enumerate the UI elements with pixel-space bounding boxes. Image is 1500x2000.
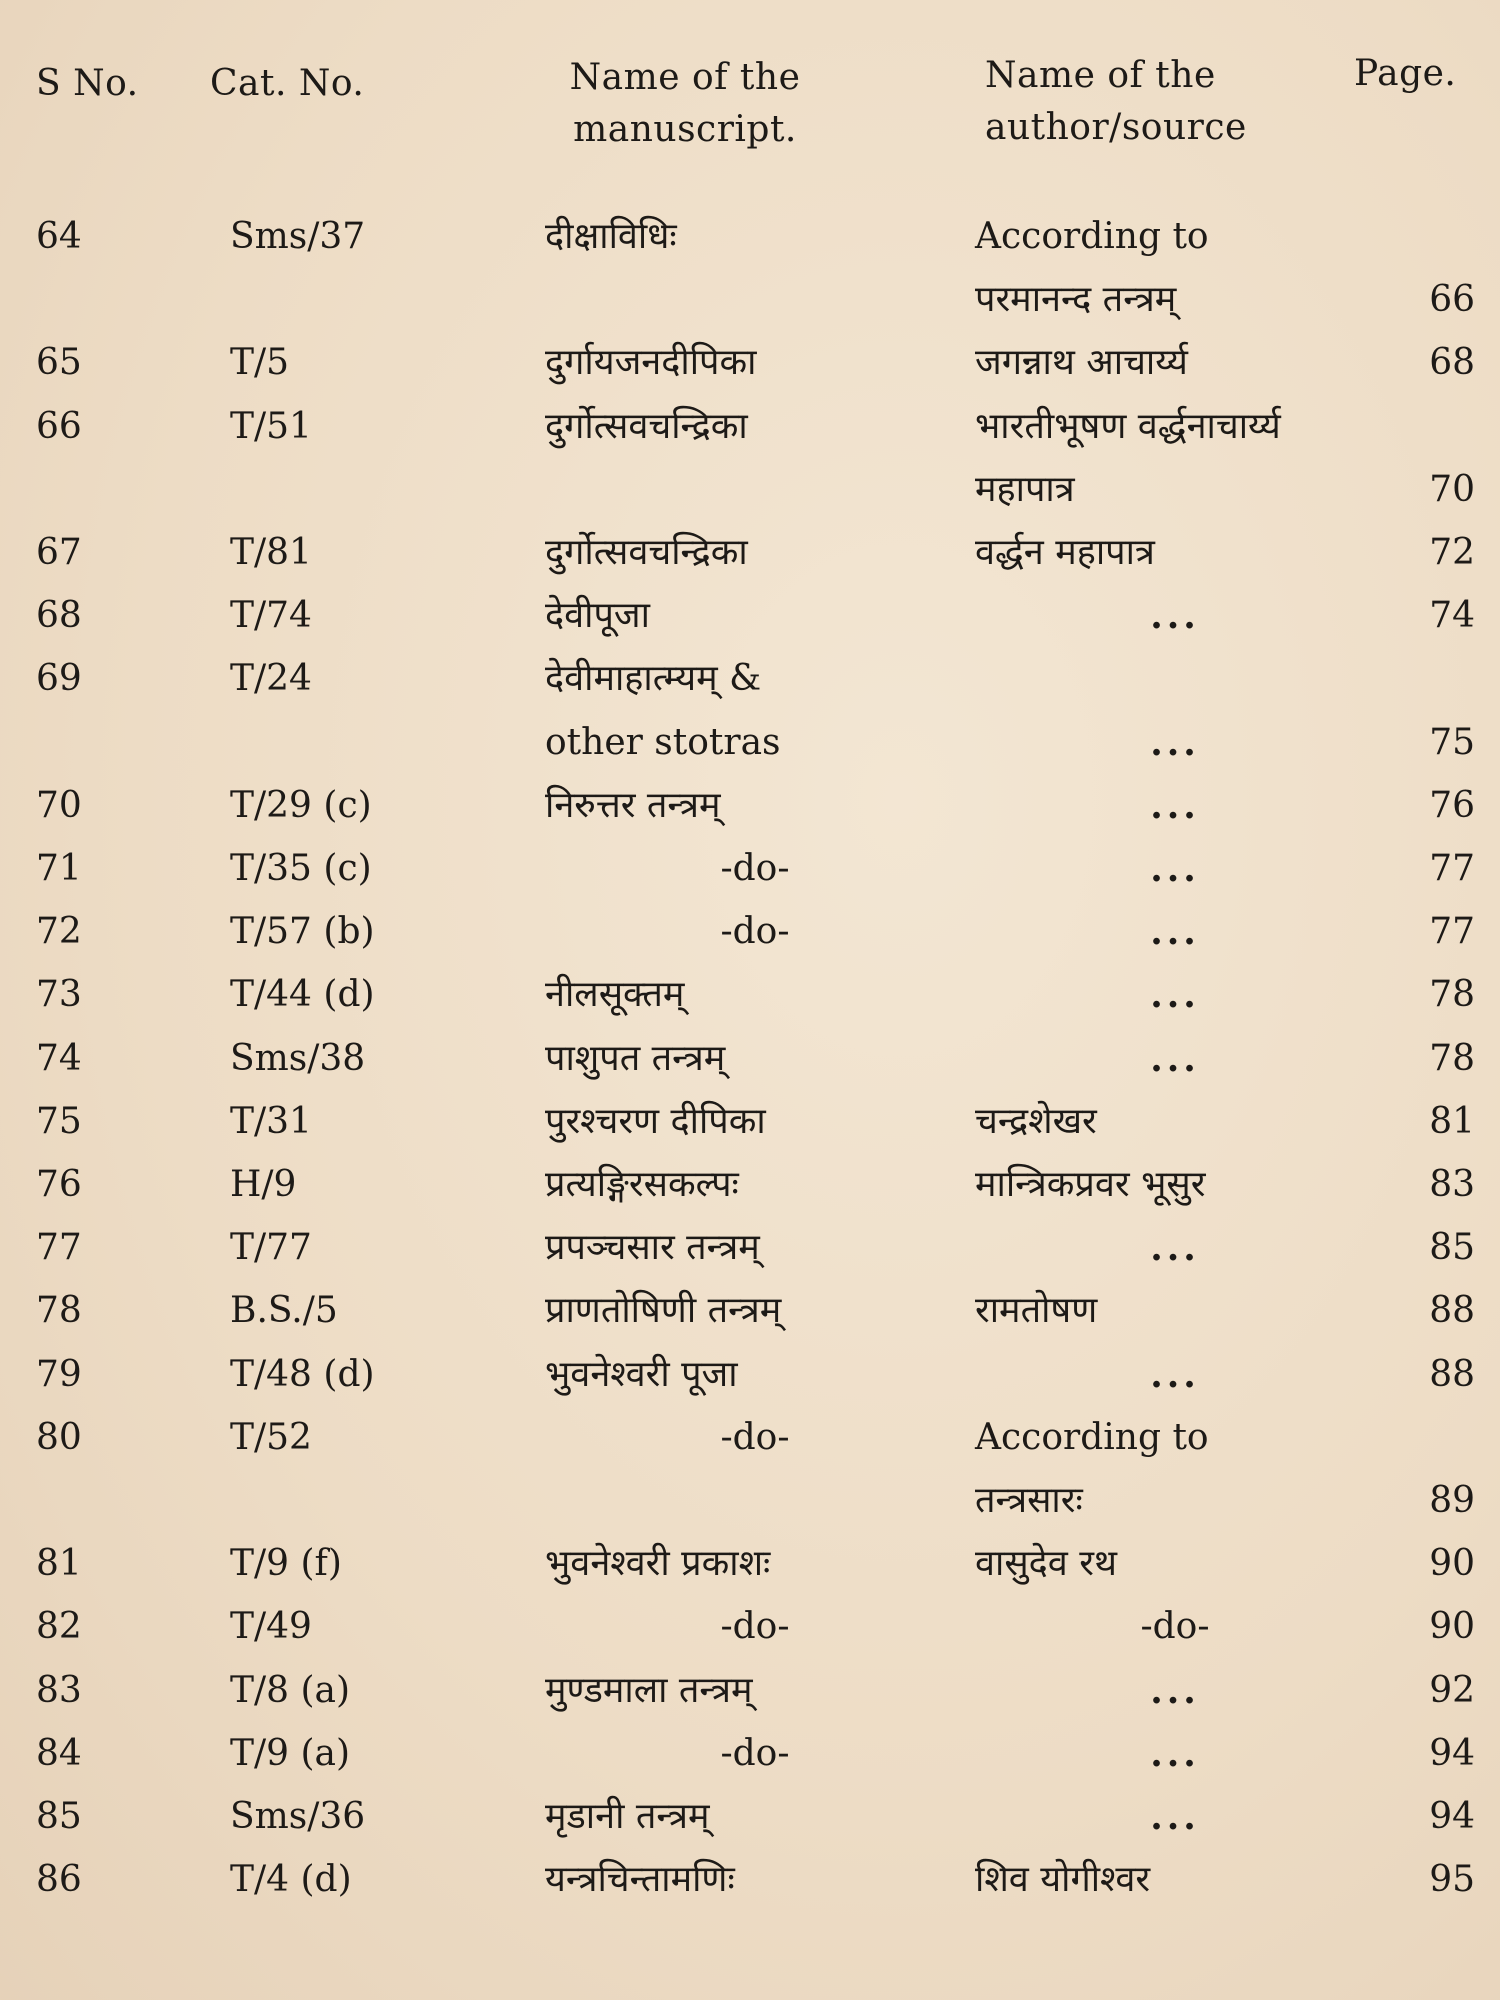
row-manuscript-name: other stotras — [545, 721, 781, 763]
row-cat-no: T/31 — [230, 1100, 312, 1142]
row-page: 94 — [1429, 1732, 1475, 1774]
row-cat-no: B.S./5 — [230, 1290, 338, 1332]
header-author-line1: Name of the — [985, 55, 1216, 96]
row-page: 94 — [1429, 1796, 1475, 1837]
table-row — [0, 1090, 1500, 1154]
row-page: 88 — [1429, 1290, 1475, 1332]
row-author: ... — [1150, 974, 1200, 1017]
row-sno: 82 — [36, 1606, 82, 1648]
table-row — [0, 900, 1500, 964]
row-manuscript-name: भुवनेश्वरी प्रकाशः — [545, 1543, 771, 1585]
row-manuscript-name: -do- — [720, 1606, 790, 1648]
table-row — [0, 1785, 1500, 1849]
row-manuscript-name: प्रत्यङ्गिरसकल्पः — [545, 1164, 739, 1205]
row-sno: 79 — [36, 1353, 82, 1395]
table-row — [0, 584, 1500, 648]
row-manuscript-name: यन्त्रचिन्तामणिः — [545, 1859, 735, 1901]
row-cat-no: T/74 — [230, 595, 312, 637]
row-cat-no: T/35 (c) — [230, 848, 372, 889]
row-page: 70 — [1429, 468, 1475, 510]
table-row — [0, 1343, 1500, 1407]
row-page: 75 — [1429, 721, 1475, 763]
row-manuscript-name: -do- — [720, 848, 790, 889]
row-page: 72 — [1429, 532, 1475, 573]
table-row — [0, 458, 1500, 522]
row-sno: 86 — [36, 1859, 82, 1901]
row-cat-no: T/29 (c) — [230, 784, 372, 826]
header-cat-no: Cat. No. — [210, 63, 365, 104]
row-cat-no: T/44 (d) — [230, 974, 375, 1016]
table-row — [0, 395, 1500, 459]
row-author: -do- — [1140, 1606, 1210, 1648]
row-author: According to — [975, 216, 1209, 257]
row-page: 68 — [1429, 342, 1475, 384]
row-cat-no: T/4 (d) — [230, 1859, 352, 1901]
row-sno: 64 — [36, 216, 82, 257]
row-manuscript-name: नीलसूक्तम् — [545, 974, 685, 1016]
row-sno: 73 — [36, 974, 82, 1016]
row-author: वर्द्धन महापात्र — [975, 532, 1155, 573]
row-manuscript-name: मृडानी तन्त्रम् — [545, 1796, 710, 1837]
row-manuscript-name: दुर्गायजनदीपिका — [545, 342, 757, 384]
row-page: 81 — [1429, 1100, 1475, 1142]
row-author: चन्द्रशेखर — [975, 1100, 1097, 1142]
table-row — [0, 1848, 1500, 1912]
row-author: जगन्नाथ आचार्य्य — [975, 342, 1188, 384]
row-cat-no: T/57 (b) — [230, 911, 375, 953]
row-cat-no: H/9 — [230, 1164, 297, 1205]
row-author: ... — [1150, 911, 1200, 954]
row-author: परमानन्द तन्त्रम् — [975, 279, 1177, 321]
row-author: ... — [1150, 784, 1200, 827]
table-row — [0, 1279, 1500, 1343]
row-cat-no: T/5 — [230, 342, 290, 384]
row-sno: 85 — [36, 1796, 82, 1837]
row-cat-no: T/49 — [230, 1606, 312, 1648]
row-author: तन्त्रसारः — [975, 1480, 1083, 1521]
row-page: 83 — [1429, 1164, 1475, 1205]
table-row — [0, 1406, 1500, 1470]
row-page: 92 — [1429, 1669, 1475, 1711]
row-author: ... — [1150, 1669, 1200, 1712]
row-sno: 75 — [36, 1100, 82, 1142]
row-cat-no: Sms/37 — [230, 216, 366, 257]
header-page: Page. — [1354, 53, 1457, 94]
table-row — [0, 1722, 1500, 1786]
row-page: 77 — [1429, 848, 1475, 889]
row-cat-no: Sms/36 — [230, 1796, 366, 1837]
header-manuscript-line1: Name of the — [569, 57, 801, 98]
row-page: 66 — [1429, 279, 1475, 321]
row-manuscript-name: दीक्षाविधिः — [545, 216, 677, 257]
row-sno: 74 — [36, 1037, 82, 1079]
row-manuscript-name: मुण्डमाला तन्त्रम् — [545, 1669, 753, 1711]
row-page: 76 — [1429, 784, 1475, 826]
table-row — [0, 647, 1500, 711]
row-manuscript-name: देवीपूजा — [545, 595, 650, 637]
table-row — [0, 268, 1500, 332]
row-sno: 81 — [36, 1543, 82, 1585]
row-manuscript-name: -do- — [720, 1416, 790, 1458]
row-cat-no: T/9 (a) — [230, 1732, 351, 1774]
row-manuscript-name: प्रपञ्चसार तन्त्रम् — [545, 1227, 760, 1269]
row-cat-no: T/81 — [230, 532, 312, 573]
header-author-line2: author/source — [985, 107, 1247, 148]
table-row — [0, 1469, 1500, 1533]
row-author: ... — [1150, 721, 1200, 764]
table-row — [0, 837, 1500, 901]
row-sno: 68 — [36, 595, 82, 637]
row-page: 78 — [1429, 1037, 1475, 1079]
row-page: 90 — [1429, 1543, 1475, 1585]
row-author: ... — [1150, 1732, 1200, 1775]
row-author: महापात्र — [975, 468, 1075, 510]
row-manuscript-name: देवीमाहात्म्यम् & — [545, 658, 762, 700]
row-cat-no: T/48 (d) — [230, 1353, 375, 1395]
table-row — [0, 1027, 1500, 1091]
row-manuscript-name: -do- — [720, 911, 790, 953]
row-sno: 77 — [36, 1227, 82, 1269]
row-sno: 84 — [36, 1732, 82, 1774]
table-row — [0, 521, 1500, 585]
row-author: According to — [975, 1416, 1209, 1458]
row-cat-no: T/9 (f) — [230, 1543, 342, 1585]
table-row — [0, 205, 1500, 269]
row-author: ... — [1150, 1227, 1200, 1270]
header-sno: S No. — [36, 63, 139, 104]
row-manuscript-name: पाशुपत तन्त्रम् — [545, 1037, 726, 1079]
row-cat-no: T/77 — [230, 1227, 312, 1269]
row-author: ... — [1150, 1037, 1200, 1080]
row-page: 85 — [1429, 1227, 1475, 1269]
row-sno: 67 — [36, 532, 82, 573]
row-author: ... — [1150, 595, 1200, 638]
row-sno: 71 — [36, 848, 82, 889]
row-sno: 80 — [36, 1416, 82, 1458]
row-sno: 72 — [36, 911, 82, 953]
row-author: रामतोषण — [975, 1290, 1098, 1332]
table-row — [0, 331, 1500, 395]
table-row — [0, 1659, 1500, 1723]
table-row — [0, 1216, 1500, 1280]
row-author: ... — [1150, 1796, 1200, 1838]
row-page: 77 — [1429, 911, 1475, 953]
row-author: शिव योगीश्वर — [975, 1859, 1151, 1901]
row-page: 89 — [1429, 1480, 1475, 1521]
row-sno: 70 — [36, 784, 82, 826]
row-page: 95 — [1429, 1859, 1475, 1901]
row-cat-no: Sms/38 — [230, 1037, 366, 1079]
row-author: वासुदेव रथ — [975, 1543, 1117, 1585]
row-cat-no: T/51 — [230, 405, 312, 447]
row-page: 74 — [1429, 595, 1475, 637]
row-sno: 69 — [36, 658, 82, 700]
row-cat-no: T/8 (a) — [230, 1669, 351, 1711]
table-row — [0, 1595, 1500, 1659]
row-author: ... — [1150, 848, 1200, 890]
row-manuscript-name: निरुत्तर तन्त्रम् — [545, 784, 721, 826]
row-cat-no: T/24 — [230, 658, 312, 700]
row-manuscript-name: प्राणतोषिणी तन्त्रम् — [545, 1290, 782, 1332]
row-sno: 78 — [36, 1290, 82, 1332]
row-cat-no: T/52 — [230, 1416, 312, 1458]
row-page: 88 — [1429, 1353, 1475, 1395]
row-manuscript-name: भुवनेश्वरी पूजा — [545, 1353, 738, 1395]
row-manuscript-name: दुर्गोत्सवचन्द्रिका — [545, 405, 748, 447]
table-row — [0, 963, 1500, 1027]
row-sno: 66 — [36, 405, 82, 447]
row-sno: 83 — [36, 1669, 82, 1711]
row-author: भारतीभूषण वर्द्धनाचार्य्य — [975, 405, 1281, 447]
row-sno: 65 — [36, 342, 82, 384]
table-row — [0, 774, 1500, 838]
row-page: 78 — [1429, 974, 1475, 1016]
table-row — [0, 1153, 1500, 1217]
row-manuscript-name: -do- — [720, 1732, 790, 1774]
header-manuscript-line2: manuscript. — [573, 109, 797, 150]
row-manuscript-name: पुरश्चरण दीपिका — [545, 1100, 766, 1142]
row-author: ... — [1150, 1353, 1200, 1396]
table-row — [0, 711, 1500, 775]
row-page: 90 — [1429, 1606, 1475, 1648]
row-manuscript-name: दुर्गोत्सवचन्द्रिका — [545, 532, 748, 573]
table-row — [0, 1532, 1500, 1596]
row-author: मान्त्रिकप्रवर भूसुर — [975, 1164, 1206, 1205]
row-sno: 76 — [36, 1164, 82, 1205]
